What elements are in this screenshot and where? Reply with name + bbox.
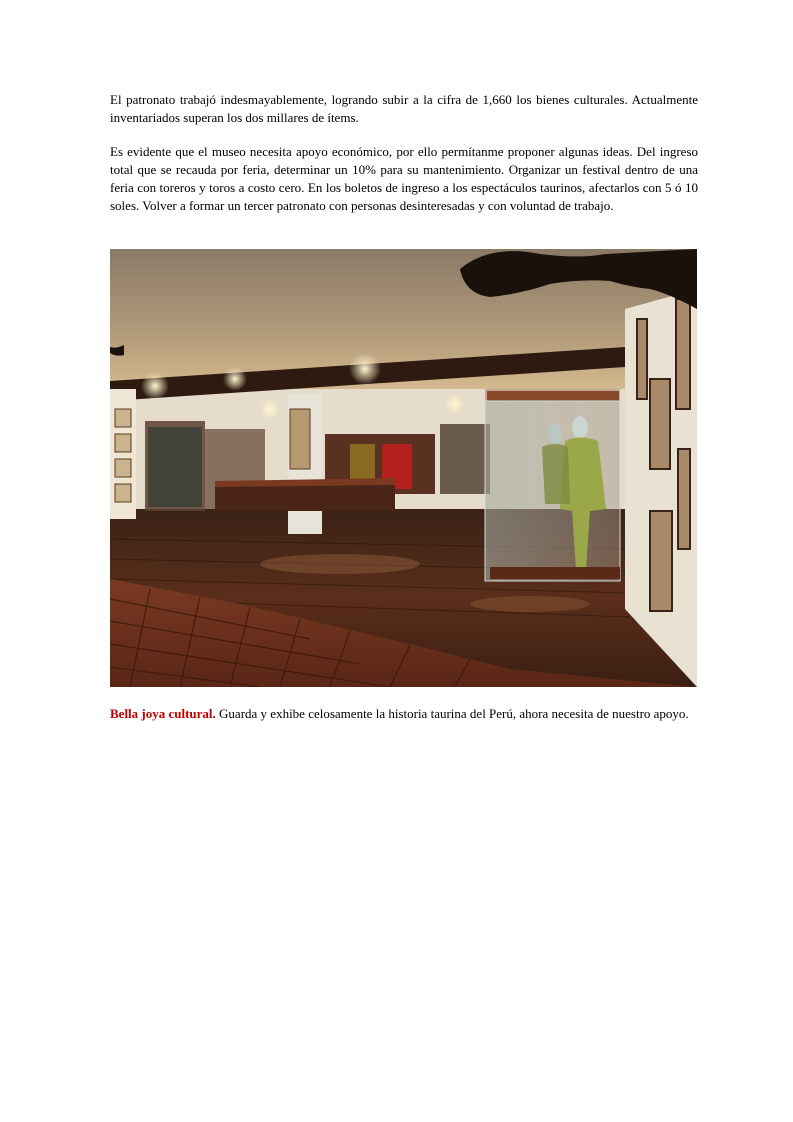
photo-caption bbox=[110, 705, 698, 723]
paragraph-proposals: Es evidente que el museo necesita apoyo económico, por ello permítanme proponer algunas ideas. Del ingreso total que se recauda por feria, determinar un 10% para su mantenimiento. Organizar un festival dentro de una feria con toreros y toros a costo cero. En los boletos de ingreso a los espectáculos taurinos, afectarlos con 5 ó 10 soles. Volver a formar un tercer patronato con personas desinteresadas y con voluntad de trabajo. bbox=[110, 144, 698, 213]
caption-text: Guarda y exhibe celosamente la historia taurina del Perú, ahora necesita de nuestro apoyo. bbox=[215, 706, 689, 721]
museum-photo bbox=[110, 249, 697, 687]
paragraph-patronato: El patronato trabajó indesmayablemente, logrando subir a la cifra de 1,660 los bienes culturales. Actualmente inventariados superan los dos millares de ítems. bbox=[110, 92, 698, 125]
caption-lead: Bella joya cultural. bbox=[110, 706, 216, 721]
